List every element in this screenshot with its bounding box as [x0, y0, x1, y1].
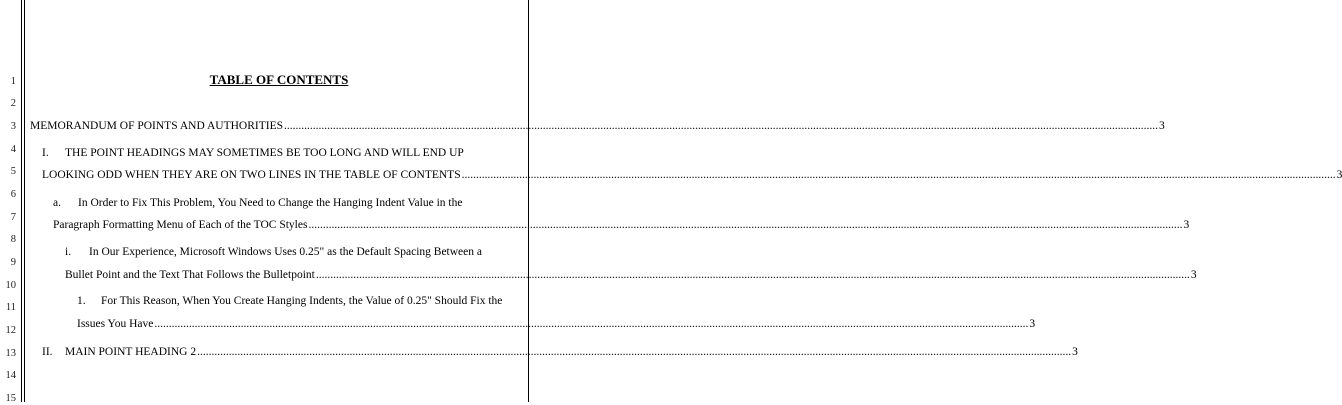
- line-number: 11: [5, 302, 16, 313]
- toc-page: [30, 0, 1342, 402]
- line-number-column: [0, 0, 16, 402]
- line-number: 7: [10, 212, 16, 223]
- toc-entry[interactable]: [30, 119, 1165, 134]
- margin-rule-left-outer: [21, 0, 22, 402]
- toc-entry[interactable]: [65, 245, 528, 260]
- toc-entry-number: a.: [53, 197, 61, 209]
- toc-entry-number: I.: [42, 147, 49, 159]
- toc-page-number: 3: [1183, 219, 1190, 231]
- toc-entry-continuation[interactable]: [42, 168, 1342, 183]
- toc-entry[interactable]: [42, 345, 1078, 360]
- toc-leader-dots: [284, 119, 1158, 134]
- toc-page-number: 3: [1159, 120, 1165, 132]
- toc-leader-dots: [462, 168, 1336, 183]
- toc-entry-continuation[interactable]: [77, 317, 1036, 332]
- toc-entry[interactable]: [77, 294, 528, 309]
- toc-entry-number: i.: [65, 246, 72, 258]
- toc-entry-text: LOOKING ODD WHEN THEY ARE ON TWO LINES IN THE TABLE OF CONTENTS: [42, 169, 461, 181]
- line-number: 8: [10, 234, 16, 245]
- toc-entry-number: 1.: [77, 295, 86, 307]
- toc-entry-text: MEMORANDUM OF POINTS AND AUTHORITIES: [30, 120, 284, 132]
- toc-entry-number: II.: [42, 346, 53, 358]
- toc-page-number: 3: [1029, 318, 1036, 330]
- toc-entry-text: In Our Experience, Microsoft Windows Uses 0.25" as the Default Spacing Between a: [89, 246, 482, 258]
- toc-entry-continuation[interactable]: [65, 268, 1197, 283]
- line-number: 6: [10, 189, 16, 200]
- line-number: 3: [10, 121, 16, 132]
- margin-rule-left-inner: [24, 0, 25, 402]
- line-number: 13: [5, 348, 16, 359]
- toc-page-number: 3: [1336, 169, 1342, 181]
- toc-entry-text: For This Reason, When You Create Hanging Indents, the Value of 0.25" Should Fix the: [101, 295, 503, 307]
- toc-leader-dots: [308, 218, 1182, 233]
- toc-leader-dots: [154, 317, 1028, 332]
- toc-entry-continuation[interactable]: [53, 218, 1190, 233]
- toc-entry-text: THE POINT HEADINGS MAY SOMETIMES BE TOO LONG AND WILL END UP: [65, 147, 464, 159]
- line-number: 5: [10, 166, 16, 177]
- toc-entry-text: In Order to Fix This Problem, You Need to Change the Hanging Indent Value in the: [78, 197, 463, 209]
- line-number: 1: [10, 76, 16, 87]
- line-number: 10: [5, 280, 16, 291]
- toc-entry-text: MAIN POINT HEADING 2: [65, 346, 197, 358]
- line-number: 15: [5, 393, 16, 404]
- line-number: 14: [5, 370, 16, 381]
- margin-rule-right: [528, 0, 529, 402]
- line-number: 4: [10, 144, 16, 155]
- toc-leader-dots: [316, 268, 1190, 283]
- toc-entry-text: Issues You Have: [77, 318, 154, 330]
- toc-entry[interactable]: [53, 196, 528, 211]
- line-number: 2: [10, 98, 16, 109]
- line-number: 12: [5, 325, 16, 336]
- toc-entry[interactable]: [42, 146, 528, 161]
- toc-entry-text: Paragraph Formatting Menu of Each of the TOC Styles: [53, 219, 308, 231]
- toc-page-number: 3: [1190, 269, 1197, 281]
- toc-page-number: 3: [1072, 346, 1078, 358]
- toc-title: TABLE OF CONTENTS: [209, 72, 349, 87]
- toc-leader-dots: [197, 345, 1071, 360]
- line-number: 9: [10, 257, 16, 268]
- toc-entry-text: Bullet Point and the Text That Follows the Bulletpoint: [65, 269, 315, 281]
